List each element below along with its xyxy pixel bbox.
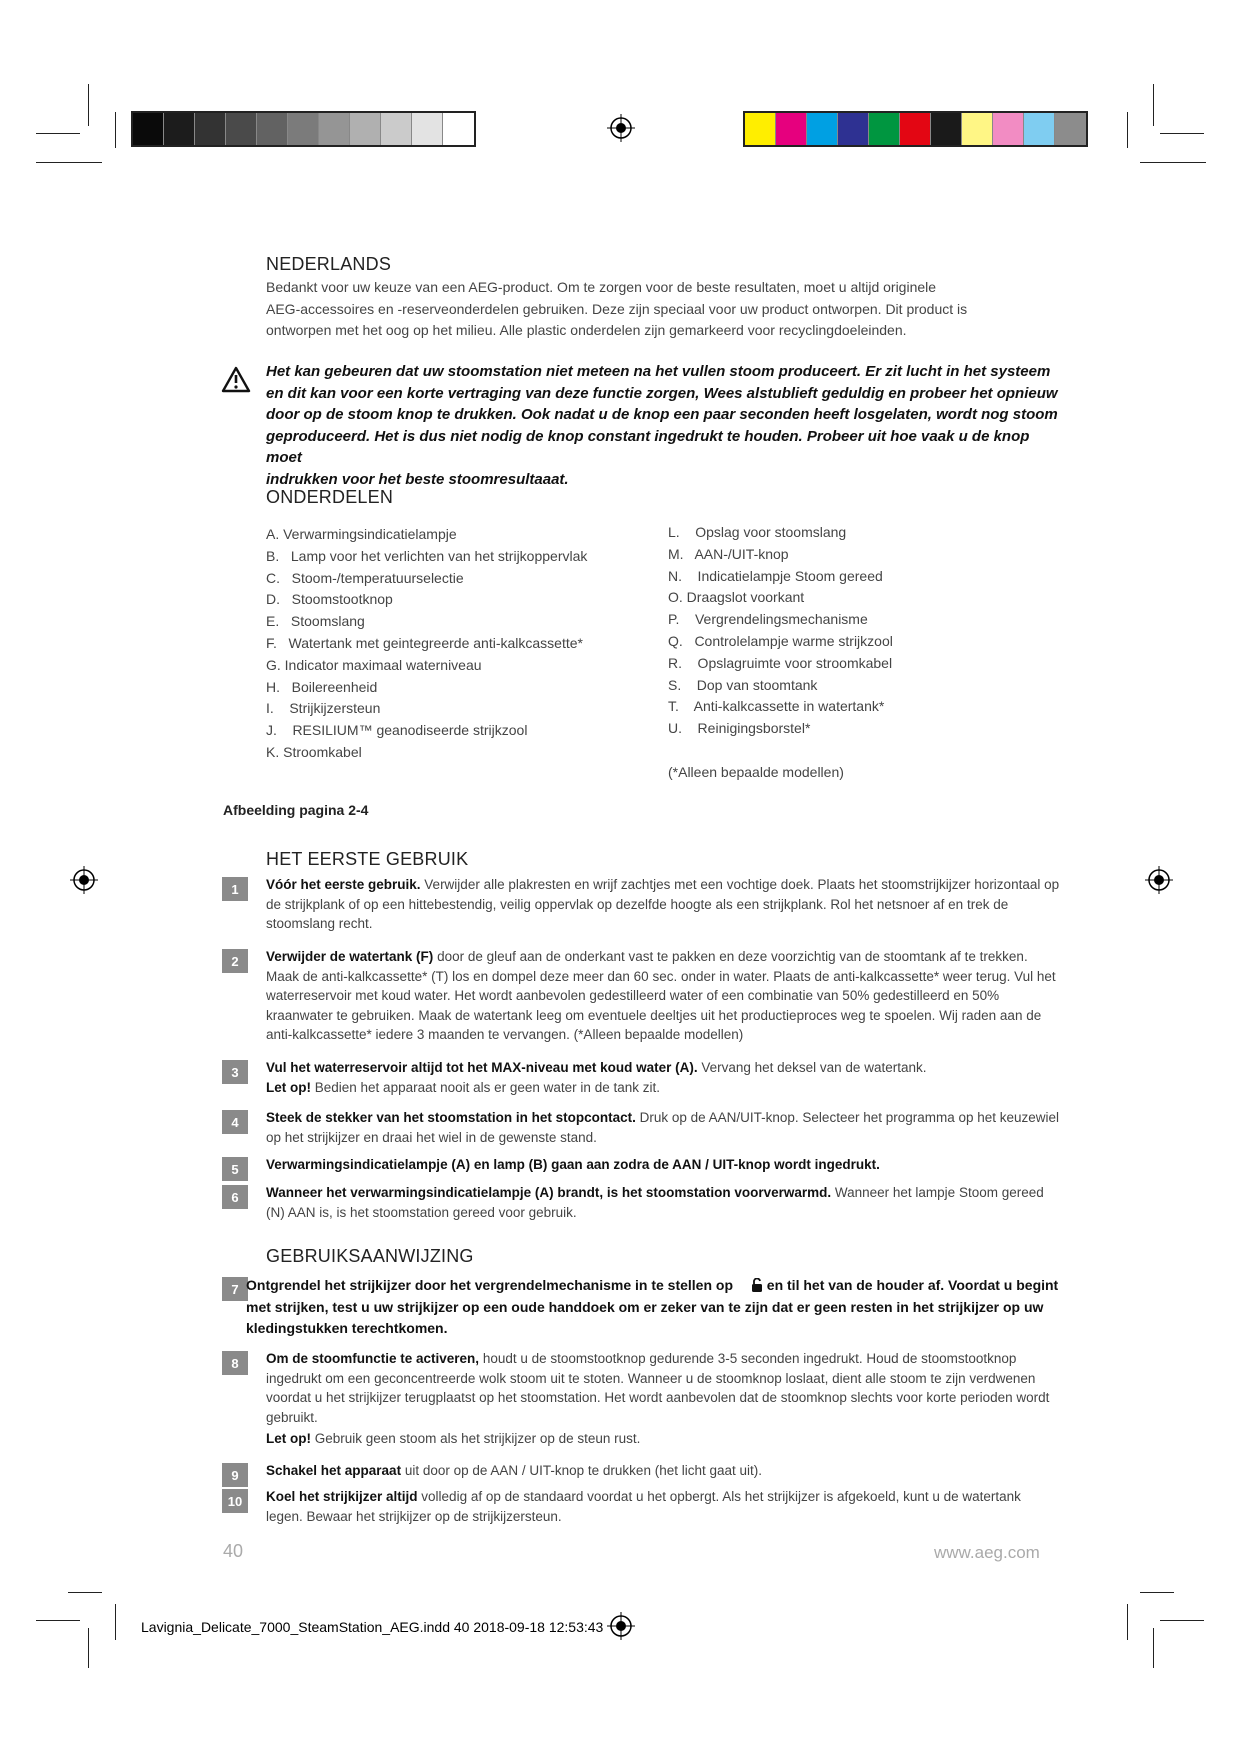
step-body: uit door op de AAN / UIT-knop te drukken (het licht gaat uit). <box>401 1463 763 1478</box>
color-swatch <box>776 113 807 145</box>
part-list-item: A. Verwarmingsindicatielampje <box>266 526 457 542</box>
slug-date: 2018-09-18 12:53:43 <box>473 1619 604 1635</box>
file-slug <box>141 1619 603 1635</box>
color-swatch <box>1024 113 1055 145</box>
color-swatch <box>288 113 319 145</box>
step-text <box>266 1349 1061 1449</box>
color-swatch <box>993 113 1024 145</box>
step-6 <box>222 1183 1059 1225</box>
step-number-badge: 10 <box>222 1489 248 1513</box>
step-body: en til het van de houder af. Voordat u begint met strijken, test u uw strijkijzer op een oude handdoek om er zeker van te zijn dat er geen resten in het strijkijzer op uw kledingstukken terechtkomen. <box>246 1277 1059 1336</box>
part-list-item: J. RESILIUM™ geanodiseerde strijkzool <box>266 722 528 739</box>
step-3 <box>222 1058 1059 1100</box>
step-text <box>266 1058 1061 1097</box>
color-swatch <box>443 113 474 145</box>
color-swatch <box>962 113 993 145</box>
step-number-badge: 7 <box>222 1277 248 1301</box>
step-body: houdt u de stoomstootknop gedurende 3-5 seconden ingedrukt. Houd de stoomstootknop ingedrukt om een geconcentreerde wolk stoom uit te stoten. Wanneer u de stoomknop loslaat, dient alle stoom te zijn verdwenen voordat u het strijkijzer terugplaatst op het stoomstation. Het wordt aanbevolen dat de stoomknop slechts voor korte perioden wordt gebruikt. <box>266 1351 1050 1425</box>
part-list-item: F. Watertank met geintegreerde anti-kalkcassette* <box>266 634 583 651</box>
part-list-item: T. Anti-kalkcassette in watertank* <box>668 698 885 715</box>
part-list-item: B. Lamp voor het verlichten van het strijkoppervlak <box>266 547 588 564</box>
part-list-item: C. Stoom-/temperatuurselectie <box>266 569 464 586</box>
color-swatch <box>350 113 381 145</box>
page-number: 40 <box>223 1541 244 1561</box>
part-list-item: Q. Controlelampje warme strijkzool <box>668 632 893 649</box>
color-swatch <box>257 113 288 145</box>
step-number-badge: 1 <box>222 877 248 901</box>
step-9 <box>222 1461 1059 1485</box>
parts-footnote: (*Alleen bepaalde modellen) <box>668 764 844 780</box>
registration-mark-icon <box>607 114 635 142</box>
step-7 <box>222 1275 1059 1337</box>
part-list-item: R. Opslagruimte voor stroomkabel <box>668 654 893 671</box>
step-body: Druk op de AAN/UIT-knop. Selecteer het programma op het keuzewiel op het strijkijzer en draai het wiel in de gewenste stand. <box>266 1110 1060 1145</box>
parts-list-right <box>668 522 1048 740</box>
color-swatch <box>164 113 195 145</box>
part-list-item: K. Stroomkabel <box>266 743 362 760</box>
note-text: Gebruik geen stoom als het strijkijzer op de steun rust. <box>311 1431 641 1446</box>
crop-mark <box>1160 133 1204 134</box>
step-body: volledig af op de standaard voordat u het opbergt. Als het strijkijzer is afgekoeld, kunt u de watertank legen. Bewaar het strijkijzer op de strijkijzersteun. <box>266 1489 1021 1524</box>
section-heading-first-use: HET EERSTE GEBRUIK <box>266 849 469 869</box>
figure-reference: Afbeelding pagina 2-4 <box>223 802 369 818</box>
step-text <box>266 1155 1061 1175</box>
step-number-badge: 3 <box>222 1060 248 1084</box>
color-swatch <box>900 113 931 145</box>
part-list-item: D. Stoomstootknop <box>266 591 393 608</box>
part-list-item: O. Draagslot voorkant <box>668 589 805 606</box>
part-list-item: I. Strijkijzersteun <box>266 700 381 717</box>
unlock-icon <box>751 1278 763 1292</box>
step-1 <box>222 875 1059 935</box>
step-lead: Koel het strijkijzer altijd <box>266 1489 418 1504</box>
step-lead: Steek de stekker van het stoomstation in het stopcontact. <box>266 1110 636 1125</box>
crop-mark <box>115 1604 116 1640</box>
crop-mark <box>1160 1620 1204 1621</box>
crop-mark <box>68 1592 102 1593</box>
crop-mark <box>88 1628 89 1668</box>
note-text: Bedien het apparaat nooit als er geen water in de tank zit. <box>311 1079 660 1095</box>
warning-line: indrukken voor het beste stoomresultaaat. <box>266 470 569 488</box>
note-label: Let op! <box>266 1431 311 1446</box>
warning-text <box>266 361 1066 490</box>
step-text <box>246 1275 1066 1340</box>
step-text <box>266 875 1061 934</box>
section-heading-nederlands: NEDERLANDS <box>266 254 392 274</box>
warning-line: en dit kan voor een korte vertraging van deze functie zorgen, Wees alstublieft geduldig en probeer het opnieuw <box>266 384 1058 402</box>
crop-mark <box>36 1620 80 1621</box>
warning-line: geproduceerd. Het is dus niet nodig de knop constant ingedrukt te houden. Probeer uit hoe vaak u de knop moet <box>266 427 1030 466</box>
step-lead: Vóór het eerste gebruik. <box>266 877 421 892</box>
color-swatch <box>412 113 443 145</box>
parts-list-left <box>266 524 646 764</box>
step-5 <box>222 1155 1059 1181</box>
intro-line: Bedankt voor uw keuze van een AEG-product. Om te zorgen voor de beste resultaten, moet u altijd originele <box>266 279 937 295</box>
crop-mark <box>36 133 80 134</box>
part-list-item: M. AAN-/UIT-knop <box>668 545 789 562</box>
color-swatch <box>381 113 412 145</box>
crop-mark <box>1140 162 1206 163</box>
color-swatch <box>319 113 350 145</box>
color-swatch <box>133 113 164 145</box>
part-list-item: P. Vergrendelingsmechanisme <box>668 611 868 628</box>
color-swatch <box>745 113 776 145</box>
part-list-item: H. Boilereenheid <box>266 678 378 695</box>
registration-mark-icon <box>1145 866 1173 894</box>
crop-mark <box>115 112 116 148</box>
part-list-item: N. Indicatielampje Stoom gereed <box>668 567 883 584</box>
intro-line: ontworpen met het oog op het milieu. Alle plastic onderdelen zijn gemarkeerd voor recyclingdoeleinden. <box>266 322 907 338</box>
crop-mark <box>1127 1604 1128 1640</box>
step-lead: Wanneer het verwarmingsindicatielampje (A) brandt, is het stoomstation voorverwarmd. <box>266 1185 832 1200</box>
step-body: Wanneer het lampje Stoom gereed (N) AAN is, is het stoomstation gereed voor gebruik. <box>266 1185 1044 1220</box>
section-heading-onderdelen: ONDERDELEN <box>266 487 394 507</box>
step-lead: Verwijder de watertank (F) <box>266 949 434 964</box>
section-heading-usage: GEBRUIKSAANWIJZING <box>266 1246 474 1266</box>
crop-mark <box>88 84 89 126</box>
footer-url: www.aeg.com <box>934 1543 1040 1562</box>
slug-filename: Lavignia_Delicate_7000_SteamStation_AEG.indd 40 <box>141 1619 470 1635</box>
color-swatch <box>1055 113 1086 145</box>
step-number-badge: 5 <box>222 1157 248 1181</box>
step-lead: Schakel het apparaat <box>266 1463 402 1478</box>
registration-mark-icon <box>607 1612 635 1640</box>
step-body: door de gleuf aan de onderkant vast te pakken en deze voorzichtig van de stoomtank af te trekken. Maak de anti-kalkcassette* (T) los en dompel deze meer dan 60 sec. onder in water. Plaats de anti-kalkcassette* weer terug. Vul het waterreservoir met koud water. Het wordt aanbevolen gedestilleerd water of een combinatie van 50% gedestilleerd en 50% kraanwater te gebruiken. Maak de watertank leeg om eventuele deeltjes uit het productieproces weg te spoelen. Wij raden aan de anti-kalkcassette* iedere 3 maanden te vervangen. (*Alleen bepaalde modellen) <box>266 949 1056 1042</box>
step-number-badge: 6 <box>222 1185 248 1209</box>
step-10 <box>222 1487 1059 1529</box>
step-lead: Ontgrendel het strijkijzer door het vergrendelmechanisme in te stellen op <box>246 1277 734 1293</box>
part-list-item: G. Indicator maximaal waterniveau <box>266 656 482 673</box>
crop-mark <box>1153 84 1154 126</box>
warning-line: door op de stoom knop te drukken. Ook nadat u de knop een paar seconden heeft losgelaten, wordt nog stoom <box>266 406 1058 423</box>
color-swatch <box>195 113 226 145</box>
step-8 <box>222 1349 1059 1454</box>
step-body: Vervang het deksel van de watertank. <box>697 1060 927 1075</box>
step-lead: Verwarmingsindicatielampje (A) en lamp (B) gaan aan zodra de AAN / UIT-knop wordt ingedrukt. <box>266 1157 880 1172</box>
step-number-badge: 8 <box>222 1351 248 1375</box>
crop-mark <box>1153 1628 1154 1668</box>
step-number-badge: 9 <box>222 1463 248 1487</box>
step-text <box>266 947 1061 1045</box>
color-swatch <box>931 113 962 145</box>
part-list-item: E. Stoomslang <box>266 613 365 630</box>
step-text <box>266 1183 1061 1222</box>
step-number-badge: 2 <box>222 949 248 973</box>
step-lead: Om de stoomfunctie te activeren, <box>266 1351 480 1366</box>
step-number-badge: 4 <box>222 1110 248 1134</box>
part-list-item: L. Opslag voor stoomslang <box>668 524 847 540</box>
warning-line: Het kan gebeuren dat uw stoomstation niet meteen na het vullen stoom produceert. Er zit lucht in het systeem <box>266 363 1051 380</box>
step-2 <box>222 947 1059 1052</box>
intro-line: AEG-accessoires en -reserveonderdelen gebruiken. Deze zijn speciaal voor uw product ontworpen. Dit product is <box>266 300 968 317</box>
color-swatch <box>226 113 257 145</box>
step-lead: Vul het waterreservoir altijd tot het MAX-niveau met koud water (A). <box>266 1060 698 1075</box>
part-list-item: S. Dop van stoomtank <box>668 676 818 693</box>
step-body: Verwijder alle plakresten en wrijf zachtjes met een vochtige doek. Plaats het stoomstrijkijzer horizontaal op de strijkplank of op een hittebestendig, veilig oppervlak op dezelfde hoogte als een strijkplank. Rol het netsnoer af en trek de stoomslang recht. <box>266 877 1060 931</box>
color-bar <box>743 111 1088 147</box>
note-label: Let op! <box>266 1079 311 1095</box>
crop-mark <box>36 162 102 163</box>
color-swatch <box>807 113 838 145</box>
gray-color-bar <box>131 111 476 147</box>
color-swatch <box>838 113 869 145</box>
warning-triangle-icon <box>221 366 251 393</box>
step-text <box>266 1108 1061 1147</box>
step-text <box>266 1461 1061 1481</box>
crop-mark <box>1140 1592 1174 1593</box>
step-text <box>266 1487 1061 1526</box>
color-swatch <box>869 113 900 145</box>
intro-paragraph <box>266 277 1066 342</box>
crop-mark <box>1127 112 1128 148</box>
registration-mark-icon <box>70 866 98 894</box>
part-list-item: U. Reinigingsborstel* <box>668 720 811 737</box>
step-4 <box>222 1108 1059 1150</box>
